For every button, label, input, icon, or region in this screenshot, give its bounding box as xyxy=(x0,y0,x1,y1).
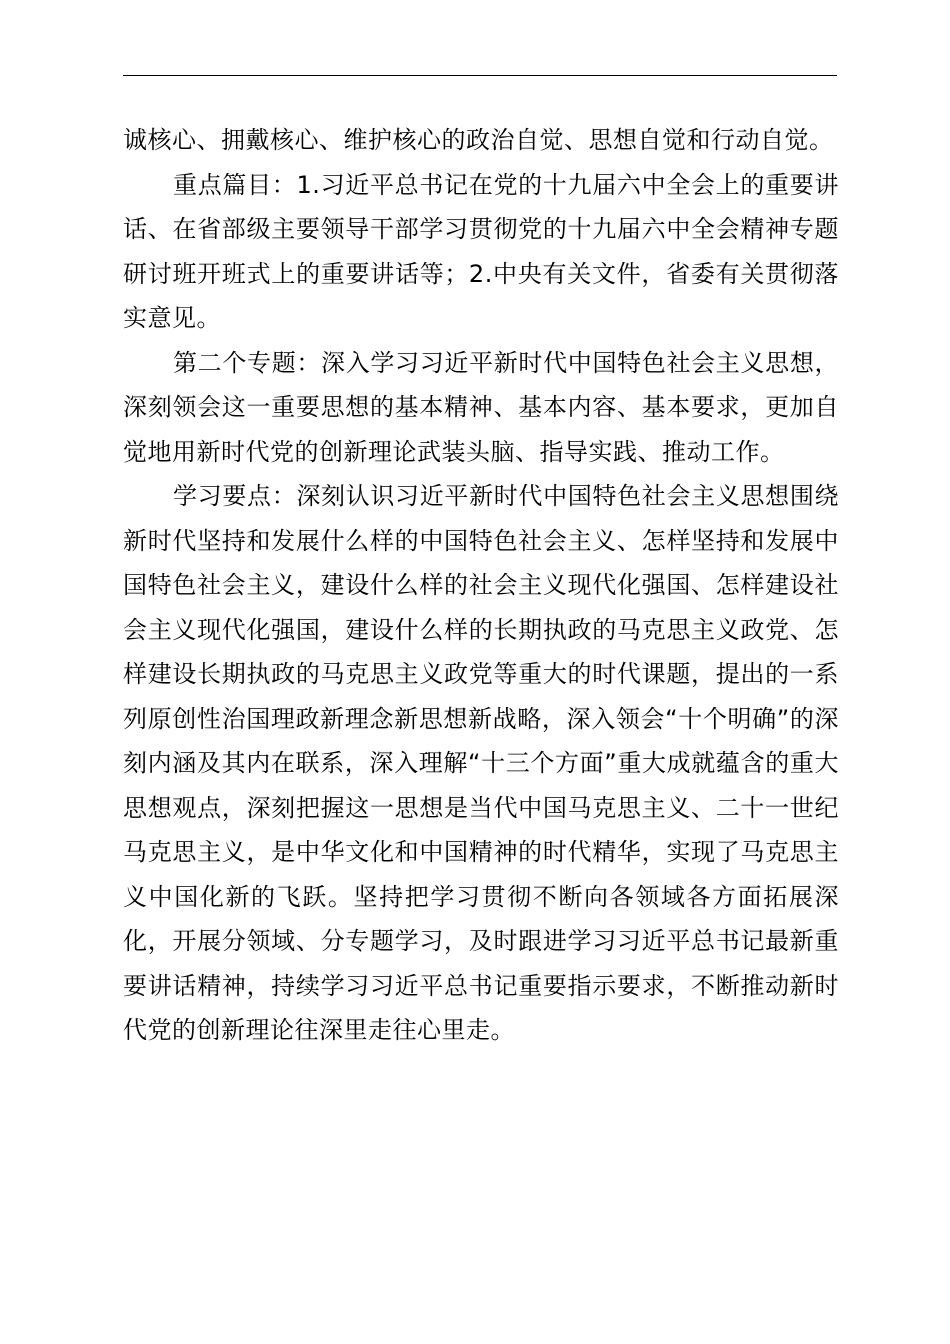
paragraph-study-points: 学习要点：深刻认识习近平新时代中国特色社会主义思想围绕新时代坚持和发展什么样的中国特色社会主义、怎样坚持和发展中国特色社会主义，建设什么样的社会主义现代化强国、怎样建设社会主义现代化强国，建设什么样的长期执政的马克思主义政党、怎样建设长期执政的马克思主义政党等重大的时代课题，提出的一系列原创性治国理政新理念新思想新战略，深入领会“十个明确”的深刻内涵及其内在联系，深入理解“十三个方面”重大成就蕴含的重大思想观点，深刻把握这一思想是当代中国马克思主义、二十一世纪马克思主义，是中华文化和中国精神的时代精华，实现了马克思主义中国化新的飞跃。坚持把学习贯彻不断向各领域各方面拓展深化，开展分领域、分专题学习，及时跟进学习习近平总书记最新重要讲话精神，持续学习习近平总书记重要指示要求，不断推动新时代党的创新理论往深里走往心里走。 xyxy=(123,482,839,1044)
paragraph-key-readings: 重点篇目：1.习近平总书记在党的十九届六中全会上的重要讲话、在省部级主要领导干部学习贯彻党的十九届六中全会精神专题研讨班开班式上的重要讲话等；2.中央有关文件，省委有关贯彻落实意见。 xyxy=(123,170,839,332)
paragraph-continuation: 诚核心、拥戴核心、维护核心的政治自觉、思想自觉和行动自觉。 xyxy=(123,126,834,154)
header-rule xyxy=(123,75,837,76)
paragraph-second-topic: 第二个专题：深入学习习近平新时代中国特色社会主义思想，深刻领会这一重要思想的基本精神、基本内容、基本要求，更加自觉地用新时代党的创新理论武装头脑、指导实践、推动工作。 xyxy=(123,348,839,466)
document-body xyxy=(123,118,839,1053)
